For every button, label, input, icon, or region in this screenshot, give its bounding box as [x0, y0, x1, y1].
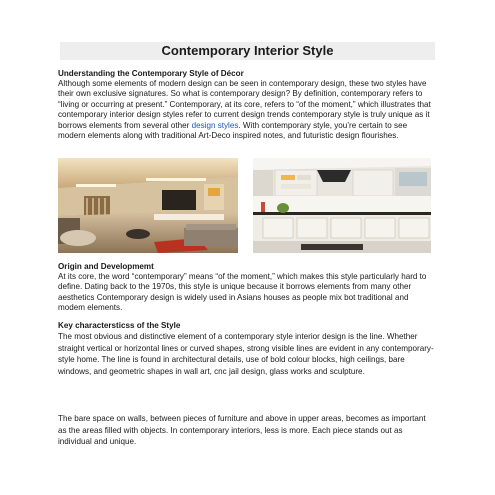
section-body: The bare space on walls, between pieces of furniture and above in upper areas, becomes as important as the areas filled with objects. In contemporary interiors, less is more. Each piece stands out as individual and unique. — [58, 414, 426, 447]
title-bar — [60, 42, 435, 60]
section-characteristics — [58, 321, 436, 377]
section-body — [58, 79, 436, 141]
section-body-text-end: . With contemporary style, you’re certain to see modern elements along with traditional Art-Deco inspired notes, and futuristic design flourishes. — [58, 120, 408, 141]
section-understanding — [58, 69, 436, 141]
living-room-photo — [58, 158, 238, 253]
section-heading: Key charactersticss of the Style — [58, 321, 181, 330]
section-body: At its core, the word “contemporary” means “of the moment,” which makes this style particularly hard to define. Dating back to the 1970s, this style is unique because it borrows elements from many other aesthetics Contemporary design is widely used in Asians houses as people mix bot traditional and modem elements. — [58, 272, 427, 313]
section-body: The most obvious and distinctive element of a contemporary style interior design is the line. Whether straight vertical or horizontal lines or curved shapes, strong visible lines are evident in any contemporary-style home. The line is found in architectural details, use of bold colour blocks, high ceilings, bare windows, and geometric shapes in wall art, cnc jail design, glass works and sculpture. — [58, 332, 434, 376]
kitchen-photo — [253, 158, 431, 253]
design-styles-link[interactable]: design styles — [191, 120, 239, 130]
section-body-text: Although some elements of modern design can be seen in contemporary design, these two styles have their own exclusive signatures. So what is contemporary design? By definition, contemporary refers to “living or occurring at present.” Contemporary, at its core, refers to “of the moment,” which illustrates that contemporary interior design styles refer to current design trends contemporary style is truly unique as it borrows elements from several other — [58, 79, 431, 130]
section-origin — [58, 262, 436, 314]
page-title: Contemporary Interior Style — [161, 43, 334, 58]
section-heading: Origin and Developmemt — [58, 262, 154, 271]
section-bare-space — [58, 413, 436, 448]
section-heading: Understanding the Contemporary Style of Décor — [58, 69, 244, 78]
